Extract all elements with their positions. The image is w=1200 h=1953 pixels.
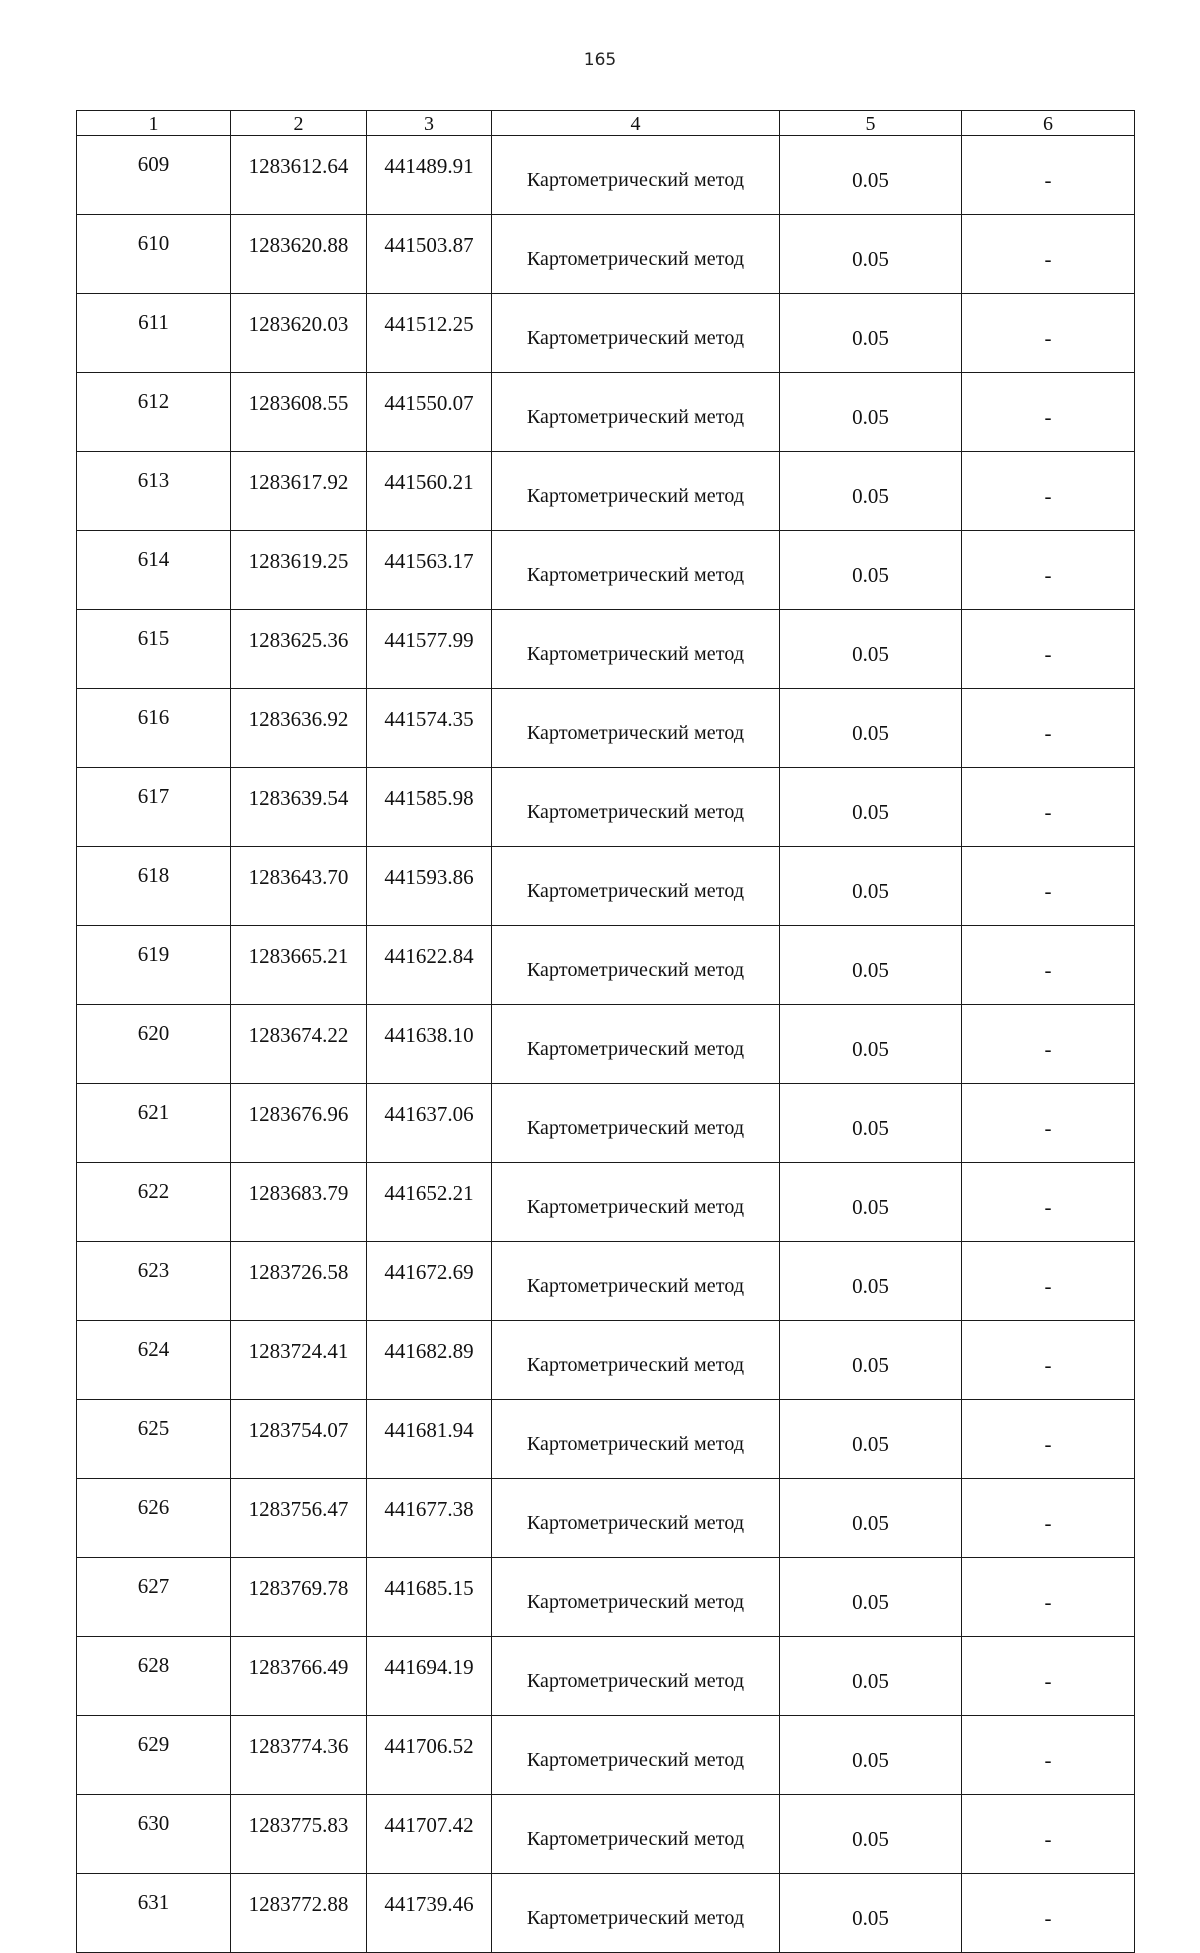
y-coordinate-cell: 441563.17 [367, 531, 492, 610]
y-coordinate-cell: 441652.21 [367, 1163, 492, 1242]
table-row [77, 768, 1135, 847]
accuracy-cell: 0.05 [780, 847, 962, 926]
table-row [77, 452, 1135, 531]
accuracy-cell: 0.05 [780, 1163, 962, 1242]
method-cell: Картометрический метод [492, 1400, 780, 1479]
y-coordinate-cell: 441707.42 [367, 1795, 492, 1874]
y-coordinate-cell: 441622.84 [367, 926, 492, 1005]
table-row [77, 294, 1135, 373]
point-number-cell: 623 [77, 1242, 231, 1321]
note-cell: - [962, 1321, 1135, 1400]
header-row [77, 111, 1135, 136]
y-coordinate-cell: 441577.99 [367, 610, 492, 689]
method-cell: Картометрический метод [492, 1479, 780, 1558]
note-cell: - [962, 1400, 1135, 1479]
column-header-5: 5 [780, 111, 962, 136]
table-row [77, 373, 1135, 452]
note-cell: - [962, 531, 1135, 610]
point-number-cell: 611 [77, 294, 231, 373]
y-coordinate-cell: 441677.38 [367, 1479, 492, 1558]
table-row [77, 136, 1135, 215]
method-cell: Картометрический метод [492, 531, 780, 610]
method-cell: Картометрический метод [492, 1874, 780, 1953]
method-cell: Картометрический метод [492, 1242, 780, 1321]
method-cell: Картометрический метод [492, 1084, 780, 1163]
accuracy-cell: 0.05 [780, 689, 962, 768]
point-number-cell: 616 [77, 689, 231, 768]
point-number-cell: 631 [77, 1874, 231, 1953]
point-number-cell: 612 [77, 373, 231, 452]
point-number-cell: 615 [77, 610, 231, 689]
x-coordinate-cell: 1283636.92 [231, 689, 367, 768]
point-number-cell: 629 [77, 1716, 231, 1795]
y-coordinate-cell: 441512.25 [367, 294, 492, 373]
method-cell: Картометрический метод [492, 294, 780, 373]
table-row [77, 1637, 1135, 1716]
x-coordinate-cell: 1283769.78 [231, 1558, 367, 1637]
accuracy-cell: 0.05 [780, 1558, 962, 1637]
table-row [77, 1795, 1135, 1874]
accuracy-cell: 0.05 [780, 1637, 962, 1716]
table-row [77, 1716, 1135, 1795]
note-cell: - [962, 689, 1135, 768]
point-number-cell: 627 [77, 1558, 231, 1637]
point-number-cell: 628 [77, 1637, 231, 1716]
accuracy-cell: 0.05 [780, 768, 962, 847]
table-row [77, 1321, 1135, 1400]
y-coordinate-cell: 441694.19 [367, 1637, 492, 1716]
x-coordinate-cell: 1283775.83 [231, 1795, 367, 1874]
x-coordinate-cell: 1283620.88 [231, 215, 367, 294]
note-cell: - [962, 1716, 1135, 1795]
y-coordinate-cell: 441682.89 [367, 1321, 492, 1400]
note-cell: - [962, 847, 1135, 926]
note-cell: - [962, 373, 1135, 452]
y-coordinate-cell: 441585.98 [367, 768, 492, 847]
x-coordinate-cell: 1283754.07 [231, 1400, 367, 1479]
note-cell: - [962, 1479, 1135, 1558]
column-header-6: 6 [962, 111, 1135, 136]
y-coordinate-cell: 441672.69 [367, 1242, 492, 1321]
accuracy-cell: 0.05 [780, 926, 962, 1005]
column-header-2: 2 [231, 111, 367, 136]
point-number-cell: 621 [77, 1084, 231, 1163]
note-cell: - [962, 1637, 1135, 1716]
x-coordinate-cell: 1283683.79 [231, 1163, 367, 1242]
note-cell: - [962, 1084, 1135, 1163]
note-cell: - [962, 452, 1135, 531]
column-header-4: 4 [492, 111, 780, 136]
y-coordinate-cell: 441637.06 [367, 1084, 492, 1163]
point-number-cell: 619 [77, 926, 231, 1005]
y-coordinate-cell: 441550.07 [367, 373, 492, 452]
method-cell: Картометрический метод [492, 610, 780, 689]
table-row [77, 847, 1135, 926]
y-coordinate-cell: 441681.94 [367, 1400, 492, 1479]
point-number-cell: 610 [77, 215, 231, 294]
x-coordinate-cell: 1283766.49 [231, 1637, 367, 1716]
table-row [77, 1400, 1135, 1479]
accuracy-cell: 0.05 [780, 610, 962, 689]
x-coordinate-cell: 1283625.36 [231, 610, 367, 689]
y-coordinate-cell: 441593.86 [367, 847, 492, 926]
accuracy-cell: 0.05 [780, 1716, 962, 1795]
method-cell: Картометрический метод [492, 1321, 780, 1400]
x-coordinate-cell: 1283608.55 [231, 373, 367, 452]
x-coordinate-cell: 1283674.22 [231, 1005, 367, 1084]
note-cell: - [962, 1795, 1135, 1874]
accuracy-cell: 0.05 [780, 1479, 962, 1558]
note-cell: - [962, 1005, 1135, 1084]
y-coordinate-cell: 441739.46 [367, 1874, 492, 1953]
table-row [77, 1005, 1135, 1084]
method-cell: Картометрический метод [492, 452, 780, 531]
note-cell: - [962, 294, 1135, 373]
accuracy-cell: 0.05 [780, 1874, 962, 1953]
method-cell: Картометрический метод [492, 926, 780, 1005]
table-row [77, 1163, 1135, 1242]
x-coordinate-cell: 1283619.25 [231, 531, 367, 610]
point-number-cell: 617 [77, 768, 231, 847]
note-cell: - [962, 610, 1135, 689]
method-cell: Картометрический метод [492, 1716, 780, 1795]
table-row [77, 1874, 1135, 1953]
point-number-cell: 626 [77, 1479, 231, 1558]
accuracy-cell: 0.05 [780, 1400, 962, 1479]
note-cell: - [962, 1242, 1135, 1321]
x-coordinate-cell: 1283620.03 [231, 294, 367, 373]
note-cell: - [962, 926, 1135, 1005]
point-number-cell: 618 [77, 847, 231, 926]
accuracy-cell: 0.05 [780, 1084, 962, 1163]
point-number-cell: 625 [77, 1400, 231, 1479]
point-number-cell: 624 [77, 1321, 231, 1400]
table-body [77, 136, 1135, 1953]
table-row [77, 926, 1135, 1005]
table-row [77, 1084, 1135, 1163]
table-row [77, 610, 1135, 689]
accuracy-cell: 0.05 [780, 1795, 962, 1874]
coordinates-table [76, 110, 1135, 1953]
point-number-cell: 609 [77, 136, 231, 215]
method-cell: Картометрический метод [492, 768, 780, 847]
y-coordinate-cell: 441503.87 [367, 215, 492, 294]
accuracy-cell: 0.05 [780, 294, 962, 373]
method-cell: Картометрический метод [492, 847, 780, 926]
point-number-cell: 630 [77, 1795, 231, 1874]
table-header [77, 111, 1135, 136]
x-coordinate-cell: 1283724.41 [231, 1321, 367, 1400]
accuracy-cell: 0.05 [780, 136, 962, 215]
accuracy-cell: 0.05 [780, 1242, 962, 1321]
page-number: 165 [583, 50, 617, 70]
method-cell: Картометрический метод [492, 1637, 780, 1716]
y-coordinate-cell: 441706.52 [367, 1716, 492, 1795]
table-row [77, 1558, 1135, 1637]
column-header-1: 1 [77, 111, 231, 136]
x-coordinate-cell: 1283639.54 [231, 768, 367, 847]
x-coordinate-cell: 1283612.64 [231, 136, 367, 215]
x-coordinate-cell: 1283676.96 [231, 1084, 367, 1163]
method-cell: Картометрический метод [492, 1005, 780, 1084]
note-cell: - [962, 136, 1135, 215]
method-cell: Картометрический метод [492, 136, 780, 215]
accuracy-cell: 0.05 [780, 373, 962, 452]
x-coordinate-cell: 1283774.36 [231, 1716, 367, 1795]
note-cell: - [962, 1163, 1135, 1242]
method-cell: Картометрический метод [492, 215, 780, 294]
table-row [77, 1479, 1135, 1558]
point-number-cell: 622 [77, 1163, 231, 1242]
y-coordinate-cell: 441489.91 [367, 136, 492, 215]
table-row [77, 1242, 1135, 1321]
table-row [77, 689, 1135, 768]
x-coordinate-cell: 1283772.88 [231, 1874, 367, 1953]
note-cell: - [962, 1558, 1135, 1637]
table-row [77, 215, 1135, 294]
y-coordinate-cell: 441574.35 [367, 689, 492, 768]
accuracy-cell: 0.05 [780, 1321, 962, 1400]
accuracy-cell: 0.05 [780, 531, 962, 610]
method-cell: Картометрический метод [492, 1558, 780, 1637]
table-row [77, 531, 1135, 610]
point-number-cell: 613 [77, 452, 231, 531]
y-coordinate-cell: 441560.21 [367, 452, 492, 531]
method-cell: Картометрический метод [492, 1795, 780, 1874]
y-coordinate-cell: 441685.15 [367, 1558, 492, 1637]
method-cell: Картометрический метод [492, 689, 780, 768]
point-number-cell: 620 [77, 1005, 231, 1084]
accuracy-cell: 0.05 [780, 1005, 962, 1084]
column-header-3: 3 [367, 111, 492, 136]
x-coordinate-cell: 1283726.58 [231, 1242, 367, 1321]
x-coordinate-cell: 1283643.70 [231, 847, 367, 926]
x-coordinate-cell: 1283756.47 [231, 1479, 367, 1558]
note-cell: - [962, 1874, 1135, 1953]
note-cell: - [962, 215, 1135, 294]
method-cell: Картометрический метод [492, 1163, 780, 1242]
x-coordinate-cell: 1283665.21 [231, 926, 367, 1005]
note-cell: - [962, 768, 1135, 847]
y-coordinate-cell: 441638.10 [367, 1005, 492, 1084]
method-cell: Картометрический метод [492, 373, 780, 452]
accuracy-cell: 0.05 [780, 452, 962, 531]
accuracy-cell: 0.05 [780, 215, 962, 294]
point-number-cell: 614 [77, 531, 231, 610]
x-coordinate-cell: 1283617.92 [231, 452, 367, 531]
